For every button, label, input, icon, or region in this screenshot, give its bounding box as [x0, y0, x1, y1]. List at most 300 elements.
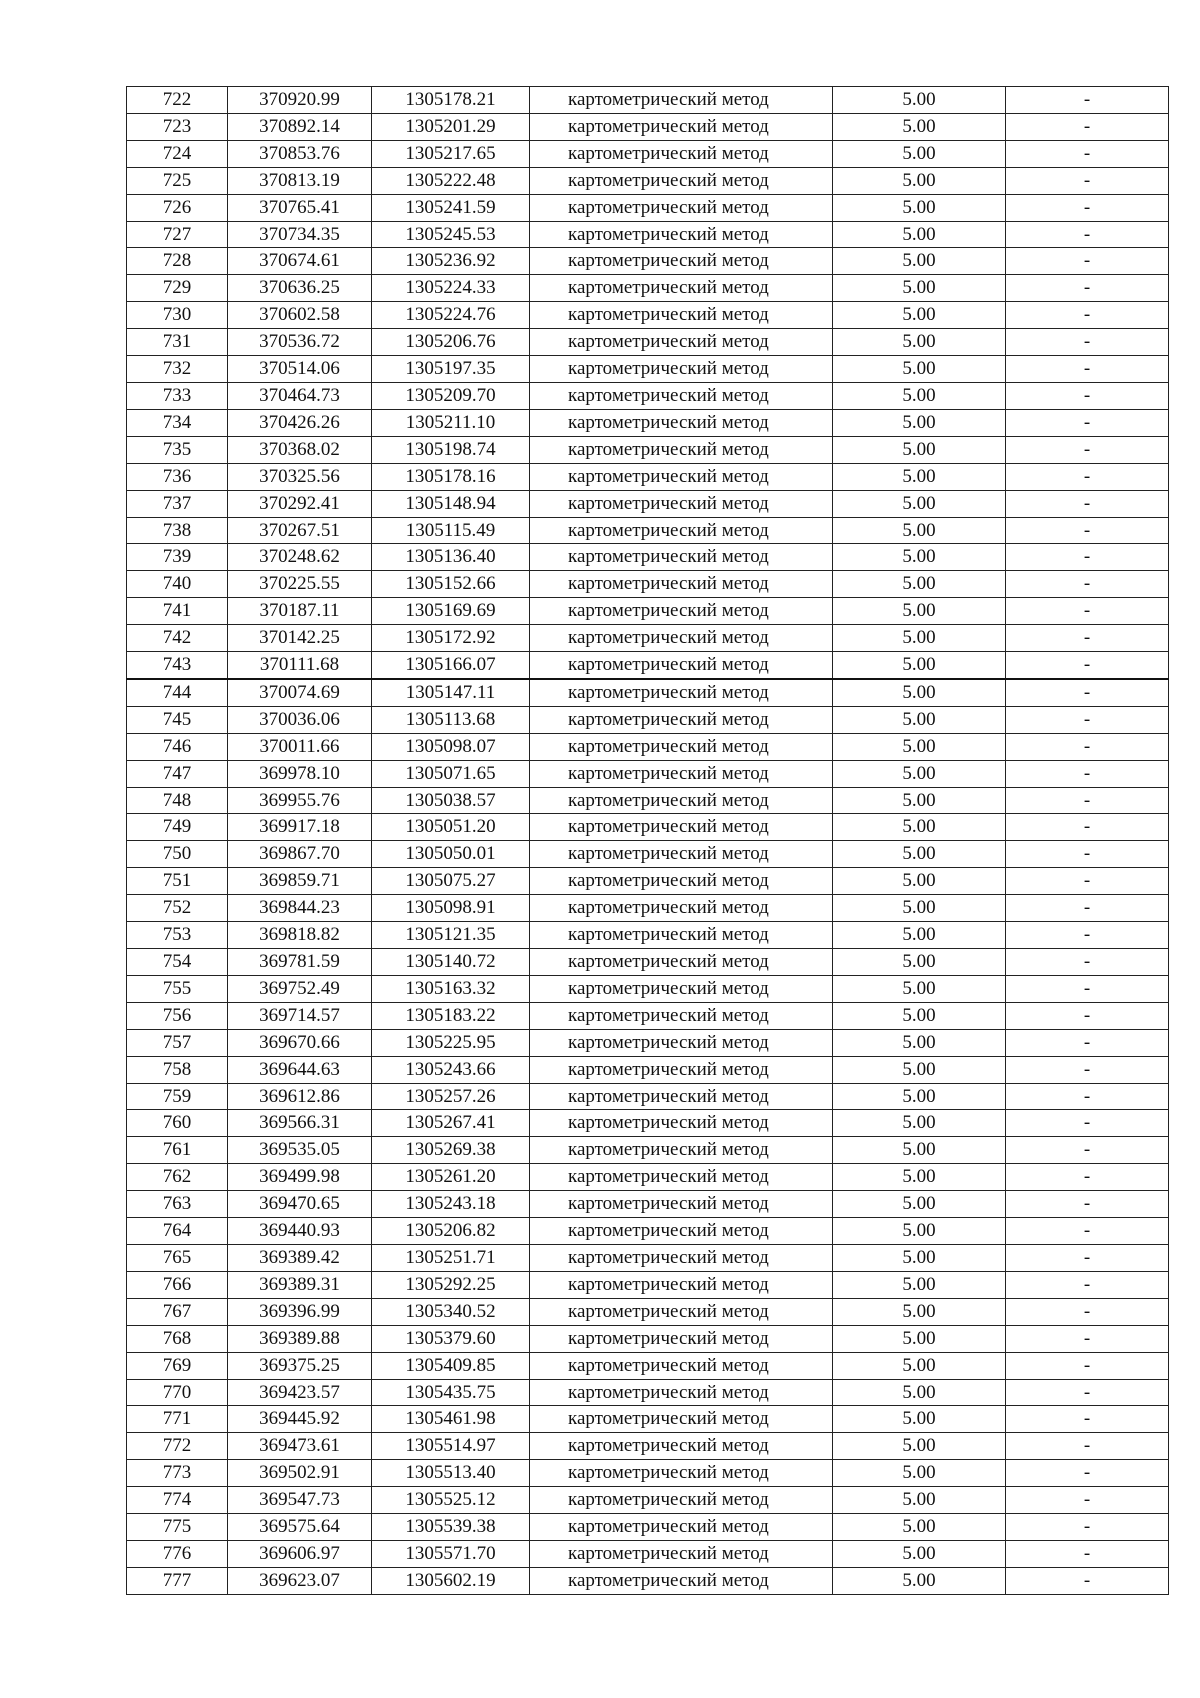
y-coordinate-cell: 1305115.49: [372, 517, 530, 544]
accuracy-cell: 5.00: [833, 1271, 1006, 1298]
method-cell: картометрический метод: [530, 841, 833, 868]
y-coordinate-cell: 1305211.10: [372, 409, 530, 436]
y-coordinate-cell: 1305178.16: [372, 463, 530, 490]
table-row: [127, 895, 1169, 922]
x-coordinate-cell: 370325.56: [228, 463, 372, 490]
description-cell: -: [1006, 1056, 1169, 1083]
y-coordinate-cell: 1305292.25: [372, 1271, 530, 1298]
description-cell: -: [1006, 598, 1169, 625]
accuracy-cell: 5.00: [833, 1567, 1006, 1594]
x-coordinate-cell: 369606.97: [228, 1540, 372, 1567]
description-cell: -: [1006, 544, 1169, 571]
point-number-cell: 729: [127, 275, 228, 302]
description-cell: -: [1006, 1191, 1169, 1218]
x-coordinate-cell: 369375.25: [228, 1352, 372, 1379]
x-coordinate-cell: 370142.25: [228, 625, 372, 652]
x-coordinate-cell: 369612.86: [228, 1083, 372, 1110]
method-cell: картометрический метод: [530, 221, 833, 248]
x-coordinate-cell: 369575.64: [228, 1514, 372, 1541]
accuracy-cell: 5.00: [833, 1406, 1006, 1433]
y-coordinate-cell: 1305257.26: [372, 1083, 530, 1110]
y-coordinate-cell: 1305513.40: [372, 1460, 530, 1487]
x-coordinate-cell: 369535.05: [228, 1137, 372, 1164]
method-cell: картометрический метод: [530, 895, 833, 922]
y-coordinate-cell: 1305209.70: [372, 382, 530, 409]
description-cell: -: [1006, 706, 1169, 733]
description-cell: -: [1006, 1352, 1169, 1379]
description-cell: -: [1006, 1271, 1169, 1298]
description-cell: -: [1006, 1137, 1169, 1164]
y-coordinate-cell: 1305269.38: [372, 1137, 530, 1164]
method-cell: картометрический метод: [530, 113, 833, 140]
table-row: [127, 571, 1169, 598]
method-cell: картометрический метод: [530, 1056, 833, 1083]
point-number-cell: 733: [127, 382, 228, 409]
table-row: [127, 1029, 1169, 1056]
method-cell: картометрический метод: [530, 463, 833, 490]
accuracy-cell: 5.00: [833, 544, 1006, 571]
description-cell: -: [1006, 1567, 1169, 1594]
x-coordinate-cell: 370036.06: [228, 706, 372, 733]
description-cell: -: [1006, 87, 1169, 114]
description-cell: -: [1006, 787, 1169, 814]
description-cell: -: [1006, 409, 1169, 436]
point-number-cell: 777: [127, 1567, 228, 1594]
table-row: [127, 679, 1169, 706]
table-row: [127, 302, 1169, 329]
method-cell: картометрический метод: [530, 787, 833, 814]
table-row: [127, 922, 1169, 949]
y-coordinate-cell: 1305178.21: [372, 87, 530, 114]
accuracy-cell: 5.00: [833, 571, 1006, 598]
method-cell: картометрический метод: [530, 868, 833, 895]
x-coordinate-cell: 369781.59: [228, 949, 372, 976]
accuracy-cell: 5.00: [833, 868, 1006, 895]
method-cell: картометрический метод: [530, 409, 833, 436]
description-cell: -: [1006, 868, 1169, 895]
x-coordinate-cell: 369978.10: [228, 760, 372, 787]
table-row: [127, 1540, 1169, 1567]
point-number-cell: 766: [127, 1271, 228, 1298]
y-coordinate-cell: 1305571.70: [372, 1540, 530, 1567]
point-number-cell: 727: [127, 221, 228, 248]
x-coordinate-cell: 370514.06: [228, 356, 372, 383]
y-coordinate-cell: 1305051.20: [372, 814, 530, 841]
x-coordinate-cell: 369470.65: [228, 1191, 372, 1218]
description-cell: -: [1006, 1029, 1169, 1056]
x-coordinate-cell: 369389.88: [228, 1325, 372, 1352]
table-row: [127, 652, 1169, 679]
method-cell: картометрический метод: [530, 436, 833, 463]
point-number-cell: 739: [127, 544, 228, 571]
method-cell: картометрический метод: [530, 760, 833, 787]
y-coordinate-cell: 1305243.18: [372, 1191, 530, 1218]
description-cell: -: [1006, 652, 1169, 679]
description-cell: -: [1006, 760, 1169, 787]
method-cell: картометрический метод: [530, 1514, 833, 1541]
point-number-cell: 722: [127, 87, 228, 114]
point-number-cell: 772: [127, 1433, 228, 1460]
point-number-cell: 736: [127, 463, 228, 490]
point-number-cell: 732: [127, 356, 228, 383]
description-cell: -: [1006, 1164, 1169, 1191]
y-coordinate-cell: 1305236.92: [372, 248, 530, 275]
x-coordinate-cell: 369917.18: [228, 814, 372, 841]
table-row: [127, 490, 1169, 517]
y-coordinate-cell: 1305225.95: [372, 1029, 530, 1056]
accuracy-cell: 5.00: [833, 1164, 1006, 1191]
x-coordinate-cell: 370011.66: [228, 733, 372, 760]
point-number-cell: 746: [127, 733, 228, 760]
accuracy-cell: 5.00: [833, 113, 1006, 140]
y-coordinate-cell: 1305183.22: [372, 1002, 530, 1029]
method-cell: картометрический метод: [530, 571, 833, 598]
description-cell: -: [1006, 113, 1169, 140]
description-cell: -: [1006, 382, 1169, 409]
table-row: [127, 975, 1169, 1002]
x-coordinate-cell: 369547.73: [228, 1487, 372, 1514]
accuracy-cell: 5.00: [833, 733, 1006, 760]
y-coordinate-cell: 1305435.75: [372, 1379, 530, 1406]
method-cell: картометрический метод: [530, 1083, 833, 1110]
x-coordinate-cell: 369714.57: [228, 1002, 372, 1029]
y-coordinate-cell: 1305206.82: [372, 1218, 530, 1245]
accuracy-cell: 5.00: [833, 1325, 1006, 1352]
y-coordinate-cell: 1305050.01: [372, 841, 530, 868]
x-coordinate-cell: 369844.23: [228, 895, 372, 922]
accuracy-cell: 5.00: [833, 787, 1006, 814]
method-cell: картометрический метод: [530, 949, 833, 976]
x-coordinate-cell: 369566.31: [228, 1110, 372, 1137]
x-coordinate-cell: 369440.93: [228, 1218, 372, 1245]
x-coordinate-cell: 369389.42: [228, 1244, 372, 1271]
y-coordinate-cell: 1305038.57: [372, 787, 530, 814]
point-number-cell: 764: [127, 1218, 228, 1245]
accuracy-cell: 5.00: [833, 760, 1006, 787]
accuracy-cell: 5.00: [833, 1083, 1006, 1110]
method-cell: картометрический метод: [530, 1460, 833, 1487]
accuracy-cell: 5.00: [833, 706, 1006, 733]
y-coordinate-cell: 1305113.68: [372, 706, 530, 733]
description-cell: -: [1006, 571, 1169, 598]
point-number-cell: 758: [127, 1056, 228, 1083]
x-coordinate-cell: 370187.11: [228, 598, 372, 625]
x-coordinate-cell: 370920.99: [228, 87, 372, 114]
point-number-cell: 767: [127, 1298, 228, 1325]
table-body: [127, 87, 1169, 1595]
x-coordinate-cell: 369867.70: [228, 841, 372, 868]
accuracy-cell: 5.00: [833, 382, 1006, 409]
accuracy-cell: 5.00: [833, 1298, 1006, 1325]
point-number-cell: 723: [127, 113, 228, 140]
accuracy-cell: 5.00: [833, 436, 1006, 463]
method-cell: картометрический метод: [530, 194, 833, 221]
method-cell: картометрический метод: [530, 922, 833, 949]
accuracy-cell: 5.00: [833, 329, 1006, 356]
y-coordinate-cell: 1305251.71: [372, 1244, 530, 1271]
accuracy-cell: 5.00: [833, 517, 1006, 544]
x-coordinate-cell: 369644.63: [228, 1056, 372, 1083]
method-cell: картометрический метод: [530, 356, 833, 383]
accuracy-cell: 5.00: [833, 1514, 1006, 1541]
description-cell: -: [1006, 221, 1169, 248]
y-coordinate-cell: 1305075.27: [372, 868, 530, 895]
method-cell: картометрический метод: [530, 598, 833, 625]
y-coordinate-cell: 1305198.74: [372, 436, 530, 463]
accuracy-cell: 5.00: [833, 463, 1006, 490]
description-cell: -: [1006, 463, 1169, 490]
y-coordinate-cell: 1305245.53: [372, 221, 530, 248]
point-number-cell: 769: [127, 1352, 228, 1379]
y-coordinate-cell: 1305152.66: [372, 571, 530, 598]
y-coordinate-cell: 1305602.19: [372, 1567, 530, 1594]
point-number-cell: 754: [127, 949, 228, 976]
table-row: [127, 329, 1169, 356]
y-coordinate-cell: 1305136.40: [372, 544, 530, 571]
method-cell: картометрический метод: [530, 1271, 833, 1298]
table-row: [127, 1083, 1169, 1110]
table-row: [127, 949, 1169, 976]
y-coordinate-cell: 1305148.94: [372, 490, 530, 517]
y-coordinate-cell: 1305071.65: [372, 760, 530, 787]
x-coordinate-cell: 370292.41: [228, 490, 372, 517]
x-coordinate-cell: 369955.76: [228, 787, 372, 814]
description-cell: -: [1006, 1487, 1169, 1514]
point-number-cell: 751: [127, 868, 228, 895]
coordinates-table: [126, 86, 1169, 1595]
x-coordinate-cell: 369859.71: [228, 868, 372, 895]
table-row: [127, 598, 1169, 625]
table-row: [127, 1137, 1169, 1164]
y-coordinate-cell: 1305169.69: [372, 598, 530, 625]
method-cell: картометрический метод: [530, 1137, 833, 1164]
x-coordinate-cell: 370734.35: [228, 221, 372, 248]
table-row: [127, 87, 1169, 114]
table-row: [127, 356, 1169, 383]
method-cell: картометрический метод: [530, 1002, 833, 1029]
x-coordinate-cell: 369473.61: [228, 1433, 372, 1460]
table-row: [127, 814, 1169, 841]
accuracy-cell: 5.00: [833, 1433, 1006, 1460]
description-cell: -: [1006, 356, 1169, 383]
y-coordinate-cell: 1305224.76: [372, 302, 530, 329]
method-cell: картометрический метод: [530, 1218, 833, 1245]
method-cell: картометрический метод: [530, 1029, 833, 1056]
accuracy-cell: 5.00: [833, 275, 1006, 302]
point-number-cell: 765: [127, 1244, 228, 1271]
point-number-cell: 768: [127, 1325, 228, 1352]
method-cell: картометрический метод: [530, 1244, 833, 1271]
y-coordinate-cell: 1305172.92: [372, 625, 530, 652]
description-cell: -: [1006, 975, 1169, 1002]
x-coordinate-cell: 369623.07: [228, 1567, 372, 1594]
point-number-cell: 740: [127, 571, 228, 598]
point-number-cell: 756: [127, 1002, 228, 1029]
method-cell: картометрический метод: [530, 490, 833, 517]
table-row: [127, 1164, 1169, 1191]
y-coordinate-cell: 1305222.48: [372, 167, 530, 194]
table-row: [127, 1191, 1169, 1218]
accuracy-cell: 5.00: [833, 841, 1006, 868]
point-number-cell: 774: [127, 1487, 228, 1514]
accuracy-cell: 5.00: [833, 625, 1006, 652]
x-coordinate-cell: 369499.98: [228, 1164, 372, 1191]
accuracy-cell: 5.00: [833, 140, 1006, 167]
point-number-cell: 731: [127, 329, 228, 356]
y-coordinate-cell: 1305514.97: [372, 1433, 530, 1460]
method-cell: картометрический метод: [530, 652, 833, 679]
method-cell: картометрический метод: [530, 1110, 833, 1137]
y-coordinate-cell: 1305201.29: [372, 113, 530, 140]
point-number-cell: 737: [127, 490, 228, 517]
point-number-cell: 762: [127, 1164, 228, 1191]
description-cell: -: [1006, 275, 1169, 302]
y-coordinate-cell: 1305379.60: [372, 1325, 530, 1352]
table-row: [127, 1110, 1169, 1137]
table-row: [127, 409, 1169, 436]
description-cell: -: [1006, 1298, 1169, 1325]
method-cell: картометрический метод: [530, 302, 833, 329]
method-cell: картометрический метод: [530, 1352, 833, 1379]
accuracy-cell: 5.00: [833, 1056, 1006, 1083]
x-coordinate-cell: 370536.72: [228, 329, 372, 356]
accuracy-cell: 5.00: [833, 1379, 1006, 1406]
accuracy-cell: 5.00: [833, 922, 1006, 949]
method-cell: картометрический метод: [530, 1540, 833, 1567]
point-number-cell: 728: [127, 248, 228, 275]
y-coordinate-cell: 1305140.72: [372, 949, 530, 976]
description-cell: -: [1006, 679, 1169, 706]
method-cell: картометрический метод: [530, 1487, 833, 1514]
table-row: [127, 625, 1169, 652]
x-coordinate-cell: 370111.68: [228, 652, 372, 679]
y-coordinate-cell: 1305166.07: [372, 652, 530, 679]
method-cell: картометрический метод: [530, 1567, 833, 1594]
table-row: [127, 841, 1169, 868]
method-cell: картометрический метод: [530, 87, 833, 114]
y-coordinate-cell: 1305261.20: [372, 1164, 530, 1191]
x-coordinate-cell: 370267.51: [228, 517, 372, 544]
description-cell: -: [1006, 167, 1169, 194]
y-coordinate-cell: 1305121.35: [372, 922, 530, 949]
table-row: [127, 1460, 1169, 1487]
accuracy-cell: 5.00: [833, 679, 1006, 706]
point-number-cell: 730: [127, 302, 228, 329]
method-cell: картометрический метод: [530, 1164, 833, 1191]
y-coordinate-cell: 1305409.85: [372, 1352, 530, 1379]
method-cell: картометрический метод: [530, 679, 833, 706]
y-coordinate-cell: 1305098.07: [372, 733, 530, 760]
x-coordinate-cell: 370636.25: [228, 275, 372, 302]
table-row: [127, 1056, 1169, 1083]
description-cell: -: [1006, 490, 1169, 517]
point-number-cell: 776: [127, 1540, 228, 1567]
method-cell: картометрический метод: [530, 814, 833, 841]
method-cell: картометрический метод: [530, 329, 833, 356]
method-cell: картометрический метод: [530, 625, 833, 652]
x-coordinate-cell: 369502.91: [228, 1460, 372, 1487]
point-number-cell: 724: [127, 140, 228, 167]
description-cell: -: [1006, 625, 1169, 652]
point-number-cell: 745: [127, 706, 228, 733]
table-row: [127, 275, 1169, 302]
accuracy-cell: 5.00: [833, 1460, 1006, 1487]
table-row: [127, 787, 1169, 814]
description-cell: -: [1006, 1083, 1169, 1110]
x-coordinate-cell: 370853.76: [228, 140, 372, 167]
method-cell: картометрический метод: [530, 706, 833, 733]
point-number-cell: 761: [127, 1137, 228, 1164]
description-cell: -: [1006, 841, 1169, 868]
table-row: [127, 1298, 1169, 1325]
method-cell: картометрический метод: [530, 1406, 833, 1433]
y-coordinate-cell: 1305525.12: [372, 1487, 530, 1514]
table-row: [127, 1271, 1169, 1298]
accuracy-cell: 5.00: [833, 248, 1006, 275]
description-cell: -: [1006, 1406, 1169, 1433]
table-row: [127, 544, 1169, 571]
point-number-cell: 738: [127, 517, 228, 544]
y-coordinate-cell: 1305098.91: [372, 895, 530, 922]
accuracy-cell: 5.00: [833, 1191, 1006, 1218]
table-row: [127, 1325, 1169, 1352]
description-cell: -: [1006, 1514, 1169, 1541]
method-cell: картометрический метод: [530, 1191, 833, 1218]
point-number-cell: 741: [127, 598, 228, 625]
y-coordinate-cell: 1305539.38: [372, 1514, 530, 1541]
point-number-cell: 755: [127, 975, 228, 1002]
table-row: [127, 1433, 1169, 1460]
x-coordinate-cell: 370765.41: [228, 194, 372, 221]
table-row: [127, 1406, 1169, 1433]
accuracy-cell: 5.00: [833, 895, 1006, 922]
table-row: [127, 221, 1169, 248]
table-row: [127, 1567, 1169, 1594]
point-number-cell: 752: [127, 895, 228, 922]
y-coordinate-cell: 1305224.33: [372, 275, 530, 302]
x-coordinate-cell: 369752.49: [228, 975, 372, 1002]
accuracy-cell: 5.00: [833, 949, 1006, 976]
accuracy-cell: 5.00: [833, 652, 1006, 679]
table-row: [127, 1352, 1169, 1379]
method-cell: картометрический метод: [530, 517, 833, 544]
table-row: [127, 167, 1169, 194]
accuracy-cell: 5.00: [833, 1002, 1006, 1029]
y-coordinate-cell: 1305163.32: [372, 975, 530, 1002]
description-cell: -: [1006, 517, 1169, 544]
method-cell: картометрический метод: [530, 1379, 833, 1406]
method-cell: картометрический метод: [530, 382, 833, 409]
accuracy-cell: 5.00: [833, 1110, 1006, 1137]
method-cell: картометрический метод: [530, 275, 833, 302]
point-number-cell: 744: [127, 679, 228, 706]
description-cell: -: [1006, 1002, 1169, 1029]
table-row: [127, 517, 1169, 544]
table-row: [127, 382, 1169, 409]
description-cell: -: [1006, 1540, 1169, 1567]
x-coordinate-cell: 369670.66: [228, 1029, 372, 1056]
accuracy-cell: 5.00: [833, 409, 1006, 436]
point-number-cell: 735: [127, 436, 228, 463]
accuracy-cell: 5.00: [833, 194, 1006, 221]
table-row: [127, 1514, 1169, 1541]
point-number-cell: 725: [127, 167, 228, 194]
description-cell: -: [1006, 248, 1169, 275]
y-coordinate-cell: 1305461.98: [372, 1406, 530, 1433]
x-coordinate-cell: 369389.31: [228, 1271, 372, 1298]
method-cell: картометрический метод: [530, 248, 833, 275]
y-coordinate-cell: 1305147.11: [372, 679, 530, 706]
